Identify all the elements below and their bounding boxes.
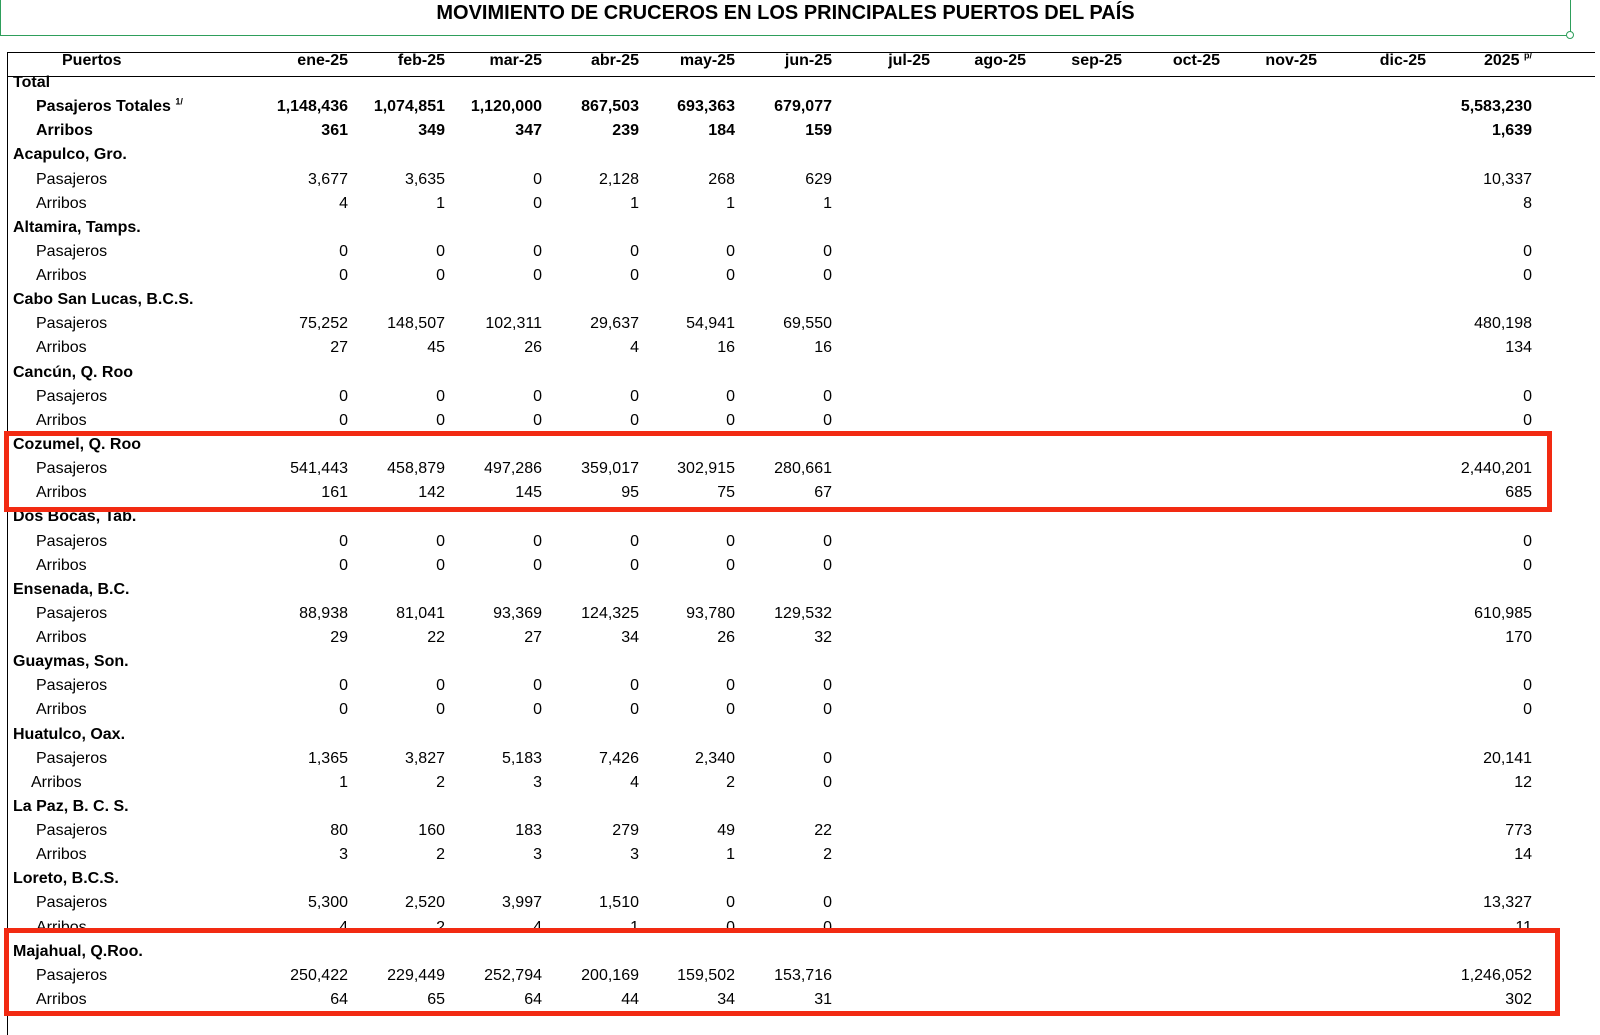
month-value: 29 xyxy=(330,629,348,646)
month-value: 302,915 xyxy=(677,460,735,478)
month-value: 3 xyxy=(533,846,542,864)
row-label-note: 1/ xyxy=(175,96,183,107)
month-value: 1,365 xyxy=(307,749,348,767)
row-label xyxy=(36,119,93,143)
year-total: 773 xyxy=(1505,822,1532,839)
row-label-text: Arribos xyxy=(36,629,87,646)
month-value: 3,827 xyxy=(404,749,445,767)
month-value: 0 xyxy=(823,749,832,767)
month-value: 239 xyxy=(612,122,639,140)
year-total: 685 xyxy=(1505,484,1532,502)
row-label xyxy=(36,409,87,433)
year-total: 0 xyxy=(1523,387,1532,405)
month-value: 27 xyxy=(524,629,542,646)
year-total: 134 xyxy=(1505,339,1532,357)
month-value: 183 xyxy=(515,822,542,839)
month-value: 26 xyxy=(717,629,735,646)
month-value: 34 xyxy=(621,629,639,646)
month-value: 148,507 xyxy=(387,315,445,333)
row-label-text: Pasajeros xyxy=(36,677,108,695)
header-total xyxy=(1484,49,1532,73)
month-value: 102,311 xyxy=(485,315,542,333)
month-value: 31 xyxy=(814,990,832,1008)
month-value: 159 xyxy=(805,122,832,140)
year-total: 0 xyxy=(1523,411,1532,429)
row-label-text: Pasajeros Totales xyxy=(36,98,171,116)
month-value: 4 xyxy=(339,194,348,212)
port-row xyxy=(0,650,1600,674)
month-value: 0 xyxy=(630,677,639,695)
month-value: 867,503 xyxy=(581,98,639,116)
highlight-majahual xyxy=(4,928,1560,1016)
month-value: 0 xyxy=(533,242,542,260)
row-label-text: Pasajeros xyxy=(36,532,108,550)
month-value: 541,443 xyxy=(290,460,348,478)
month-value: 1 xyxy=(726,194,735,212)
table-title: MOVIMIENTO DE CRUCEROS EN LOS PRINCIPALES PUERTOS DEL PAÍS xyxy=(436,2,1135,24)
month-value: 458,879 xyxy=(387,460,445,478)
selection-handle[interactable] xyxy=(1566,31,1574,39)
month-value: 0 xyxy=(533,556,542,574)
row-label xyxy=(31,771,82,795)
table-row xyxy=(0,554,1600,578)
month-value: 0 xyxy=(436,267,445,284)
month-value: 0 xyxy=(533,532,542,550)
month-value: 5,300 xyxy=(307,894,348,912)
row-label-text: Pasajeros xyxy=(36,966,108,984)
port-name: Cancún, Q. Roo xyxy=(13,363,133,381)
month-value: 0 xyxy=(726,242,735,260)
month-value: 279 xyxy=(612,822,639,839)
month-value: 0 xyxy=(823,701,832,719)
month-value: 49 xyxy=(717,822,735,839)
month-value: 22 xyxy=(427,629,445,646)
row-label xyxy=(36,530,107,554)
year-total: 610,985 xyxy=(1474,604,1532,622)
month-value: 2 xyxy=(436,773,445,791)
month-value: 0 xyxy=(726,267,735,284)
year-total: 13,327 xyxy=(1483,894,1532,912)
row-label xyxy=(36,698,87,722)
header-month: mar-25 xyxy=(489,52,542,69)
month-value: 4 xyxy=(630,773,639,791)
month-value: 0 xyxy=(436,677,445,695)
port-name: Majahual, Q.Roo. xyxy=(13,942,143,960)
month-value: 250,422 xyxy=(290,966,348,984)
month-value: 0 xyxy=(630,556,639,574)
month-value: 1,120,000 xyxy=(470,98,542,116)
month-value: 0 xyxy=(823,773,832,791)
month-value: 0 xyxy=(823,387,832,405)
year-total: 302 xyxy=(1505,990,1532,1008)
row-label xyxy=(36,891,107,915)
row-label-text: Arribos xyxy=(36,846,87,864)
table-row xyxy=(0,336,1600,360)
table-row xyxy=(0,891,1600,915)
header-total-year: 2025 xyxy=(1483,52,1524,69)
month-value: 2 xyxy=(436,918,445,936)
month-value: 153,716 xyxy=(774,966,832,984)
month-value: 2,520 xyxy=(404,894,445,912)
month-value: 3 xyxy=(630,846,639,864)
month-value: 0 xyxy=(823,267,832,284)
port-name: Guaymas, Son. xyxy=(13,653,129,671)
month-value: 2 xyxy=(726,773,735,791)
month-value: 679,077 xyxy=(774,98,832,116)
row-label-text: Arribos xyxy=(36,411,87,429)
header-port: Puertos xyxy=(62,52,122,69)
month-value: 361 xyxy=(321,122,348,140)
row-label-text: Pasajeros xyxy=(36,604,108,622)
table-row xyxy=(0,312,1600,336)
year-total: 0 xyxy=(1523,267,1532,284)
month-value: 27 xyxy=(330,339,348,357)
header-month: jul-25 xyxy=(888,52,930,69)
month-value: 0 xyxy=(436,387,445,405)
month-value: 7,426 xyxy=(598,749,639,767)
month-value: 0 xyxy=(726,701,735,719)
month-value: 0 xyxy=(339,267,348,284)
month-value: 0 xyxy=(726,894,735,912)
month-value: 0 xyxy=(533,677,542,695)
table-row xyxy=(0,95,1600,119)
month-value: 0 xyxy=(339,532,348,550)
row-label-text: Pasajeros xyxy=(36,894,108,912)
month-value: 0 xyxy=(436,411,445,429)
month-value: 45 xyxy=(427,339,445,357)
header-month: nov-25 xyxy=(1265,52,1317,69)
row-label-text: Pasajeros xyxy=(36,749,108,767)
row-label-text: Arribos xyxy=(36,122,93,140)
year-total: 12 xyxy=(1514,773,1532,791)
month-value: 1 xyxy=(436,194,445,212)
row-label-text: Arribos xyxy=(36,701,87,719)
month-value: 0 xyxy=(726,556,735,574)
month-value: 161 xyxy=(321,484,348,502)
row-label xyxy=(36,95,183,119)
year-total: 5,583,230 xyxy=(1460,98,1532,116)
month-value: 1 xyxy=(630,194,639,212)
year-total: 170 xyxy=(1505,629,1532,646)
year-total: 0 xyxy=(1523,677,1532,695)
row-label xyxy=(36,192,87,216)
month-value: 64 xyxy=(524,990,542,1008)
port-name: Huatulco, Oax. xyxy=(13,725,126,743)
header-month: ene-25 xyxy=(297,52,348,69)
header-month: abr-25 xyxy=(590,52,639,69)
row-label-text: Pasajeros xyxy=(36,387,108,405)
month-value: 1,148,436 xyxy=(276,98,348,116)
month-value: 93,369 xyxy=(493,604,542,622)
month-value: 629 xyxy=(805,170,832,188)
row-label xyxy=(36,674,107,698)
row-label xyxy=(36,819,107,843)
month-value: 4 xyxy=(339,918,348,936)
month-value: 0 xyxy=(436,701,445,719)
port-name: La Paz, B. C. S. xyxy=(13,797,129,815)
header-month: may-25 xyxy=(679,52,735,69)
month-value: 0 xyxy=(339,242,348,260)
month-value: 0 xyxy=(533,267,542,284)
row-label-text: Arribos xyxy=(36,194,87,212)
port-row xyxy=(0,143,1600,167)
month-value: 0 xyxy=(630,701,639,719)
month-value: 1 xyxy=(726,846,735,864)
year-total: 20,141 xyxy=(1483,749,1532,767)
port-row xyxy=(0,361,1600,385)
year-total: 0 xyxy=(1523,556,1532,574)
month-value: 0 xyxy=(339,677,348,695)
month-value: 252,794 xyxy=(484,966,542,984)
month-value: 0 xyxy=(533,701,542,719)
port-name: Ensenada, B.C. xyxy=(13,580,130,598)
month-value: 0 xyxy=(339,387,348,405)
year-total: 14 xyxy=(1514,846,1532,864)
month-value: 347 xyxy=(515,122,542,140)
month-value: 0 xyxy=(726,918,735,936)
month-value: 0 xyxy=(436,556,445,574)
year-total: 10,337 xyxy=(1483,170,1532,188)
month-value: 67 xyxy=(814,484,832,502)
month-value: 93,780 xyxy=(686,604,735,622)
highlight-cozumel xyxy=(4,431,1552,512)
table-row xyxy=(0,530,1600,554)
row-label-text: Pasajeros xyxy=(36,242,108,260)
row-label xyxy=(36,554,87,578)
month-value: 0 xyxy=(823,677,832,695)
month-value: 145 xyxy=(515,484,542,502)
table-row xyxy=(0,240,1600,264)
month-value: 2 xyxy=(823,846,832,864)
month-value: 0 xyxy=(339,701,348,719)
month-value: 0 xyxy=(339,556,348,574)
port-row xyxy=(0,795,1600,819)
month-value: 3 xyxy=(339,846,348,864)
month-value: 0 xyxy=(823,411,832,429)
header-month: jun-25 xyxy=(784,52,832,69)
table-row xyxy=(0,119,1600,143)
header-row xyxy=(0,49,1600,73)
port-name: Cabo San Lucas, B.C.S. xyxy=(13,291,194,309)
month-value: 2,340 xyxy=(694,749,735,767)
month-value: 16 xyxy=(717,339,735,357)
port-name: Loreto, B.C.S. xyxy=(13,870,119,888)
month-value: 0 xyxy=(436,532,445,550)
month-value: 0 xyxy=(726,411,735,429)
table-row xyxy=(0,771,1600,795)
month-value: 0 xyxy=(533,387,542,405)
month-value: 0 xyxy=(436,242,445,260)
port-row xyxy=(0,578,1600,602)
row-label xyxy=(36,336,87,360)
month-value: 280,661 xyxy=(774,460,832,478)
month-value: 22 xyxy=(814,822,832,839)
year-total: 8 xyxy=(1523,194,1532,212)
table-row xyxy=(0,674,1600,698)
month-value: 1 xyxy=(823,194,832,212)
port-name: Total xyxy=(13,74,51,91)
row-label-text: Arribos xyxy=(36,556,87,574)
month-value: 65 xyxy=(427,990,445,1008)
month-value: 0 xyxy=(823,532,832,550)
month-value: 0 xyxy=(533,194,542,212)
month-value: 3 xyxy=(533,773,542,791)
month-value: 124,325 xyxy=(581,604,639,622)
month-value: 349 xyxy=(418,122,445,140)
table-row xyxy=(0,819,1600,843)
month-value: 129,532 xyxy=(774,604,832,622)
row-label-text: Arribos xyxy=(36,339,87,357)
month-value: 693,363 xyxy=(677,98,735,116)
row-label xyxy=(36,385,107,409)
month-value: 54,941 xyxy=(686,315,735,333)
month-value: 26 xyxy=(524,339,542,357)
month-value: 142 xyxy=(418,484,445,502)
row-label xyxy=(36,240,107,264)
month-value: 0 xyxy=(630,242,639,260)
month-value: 0 xyxy=(726,677,735,695)
month-value: 88,938 xyxy=(299,604,348,622)
month-value: 80 xyxy=(330,822,348,839)
table-row xyxy=(0,626,1600,650)
row-label xyxy=(36,312,107,336)
month-value: 32 xyxy=(814,629,832,646)
month-value: 3,635 xyxy=(404,170,445,188)
month-value: 3,677 xyxy=(307,170,348,188)
month-value: 200,169 xyxy=(581,966,639,984)
month-value: 1,074,851 xyxy=(373,98,445,116)
month-value: 44 xyxy=(621,990,639,1008)
header-month: oct-25 xyxy=(1172,52,1220,69)
port-name: Dos Bocas, Tab. xyxy=(13,508,137,526)
port-name: Acapulco, Gro. xyxy=(13,146,127,164)
row-label-text: Pasajeros xyxy=(36,460,108,478)
year-total: 0 xyxy=(1523,701,1532,719)
row-label xyxy=(36,602,107,626)
month-value: 359,017 xyxy=(581,460,639,478)
month-value: 16 xyxy=(814,339,832,357)
month-value: 81,041 xyxy=(396,604,445,622)
row-label xyxy=(36,747,107,771)
month-value: 1,510 xyxy=(598,894,639,912)
month-value: 75,252 xyxy=(299,315,348,333)
month-value: 0 xyxy=(630,267,639,284)
table-row xyxy=(0,385,1600,409)
month-value: 0 xyxy=(339,411,348,429)
month-value: 64 xyxy=(330,990,348,1008)
port-row xyxy=(0,216,1600,240)
table-row xyxy=(0,409,1600,433)
month-value: 0 xyxy=(726,387,735,405)
month-value: 268 xyxy=(708,170,735,188)
month-value: 0 xyxy=(823,242,832,260)
year-total: 11 xyxy=(1515,918,1532,936)
port-row xyxy=(0,71,1600,95)
year-total: 0 xyxy=(1523,532,1532,550)
table-row xyxy=(0,168,1600,192)
header-month: ago-25 xyxy=(974,52,1026,69)
month-value: 95 xyxy=(621,484,639,502)
row-label xyxy=(36,626,87,650)
table-row xyxy=(0,698,1600,722)
month-value: 229,449 xyxy=(387,966,445,984)
port-row xyxy=(0,723,1600,747)
month-value: 0 xyxy=(823,918,832,936)
row-label xyxy=(36,264,87,288)
header-month: feb-25 xyxy=(397,52,445,69)
table-row xyxy=(0,843,1600,867)
month-value: 497,286 xyxy=(484,460,542,478)
month-value: 184 xyxy=(708,122,735,140)
header-month: sep-25 xyxy=(1071,52,1122,69)
month-value: 3,997 xyxy=(501,894,542,912)
row-label-text: Arribos xyxy=(36,918,87,936)
row-label-text: Arribos xyxy=(36,990,87,1008)
row-label-text: Arribos xyxy=(36,267,87,284)
row-label-text: Pasajeros xyxy=(36,822,108,839)
header-month: dic-25 xyxy=(1379,52,1426,69)
port-row xyxy=(0,867,1600,891)
year-total: 480,198 xyxy=(1474,315,1532,333)
table-row xyxy=(0,192,1600,216)
row-label-text: Pasajeros xyxy=(36,170,108,188)
row-label xyxy=(36,168,107,192)
month-value: 2 xyxy=(436,846,445,864)
month-value: 0 xyxy=(533,411,542,429)
month-value: 5,183 xyxy=(501,749,542,767)
month-value: 75 xyxy=(717,484,735,502)
table-row xyxy=(0,264,1600,288)
month-value: 2,128 xyxy=(598,170,639,188)
month-value: 0 xyxy=(533,170,542,188)
header-total-note: p/ xyxy=(1524,50,1532,61)
year-total: 1,246,052 xyxy=(1460,966,1532,984)
table-row xyxy=(0,602,1600,626)
port-name: Altamira, Tamps. xyxy=(13,218,141,236)
month-value: 0 xyxy=(823,894,832,912)
month-value: 160 xyxy=(418,822,445,839)
month-value: 0 xyxy=(630,387,639,405)
year-total: 2,440,201 xyxy=(1460,460,1532,478)
month-value: 1 xyxy=(339,773,348,791)
table-row xyxy=(0,747,1600,771)
row-label-text: Arribos xyxy=(36,484,87,502)
month-value: 0 xyxy=(630,411,639,429)
month-value: 0 xyxy=(630,532,639,550)
month-value: 159,502 xyxy=(677,966,735,984)
year-total: 0 xyxy=(1523,242,1532,260)
month-value: 0 xyxy=(726,532,735,550)
month-value: 4 xyxy=(630,339,639,357)
row-label xyxy=(36,843,87,867)
month-value: 29,637 xyxy=(590,315,639,333)
month-value: 1 xyxy=(630,918,639,936)
year-total: 1,639 xyxy=(1491,122,1532,140)
port-name: Cozumel, Q. Roo xyxy=(13,435,141,453)
month-value: 69,550 xyxy=(783,315,832,333)
row-label-text: Arribos xyxy=(31,773,82,791)
month-value: 4 xyxy=(533,918,542,936)
port-row xyxy=(0,288,1600,312)
month-value: 0 xyxy=(823,556,832,574)
row-label-text: Pasajeros xyxy=(36,315,108,333)
month-value: 34 xyxy=(717,990,735,1008)
